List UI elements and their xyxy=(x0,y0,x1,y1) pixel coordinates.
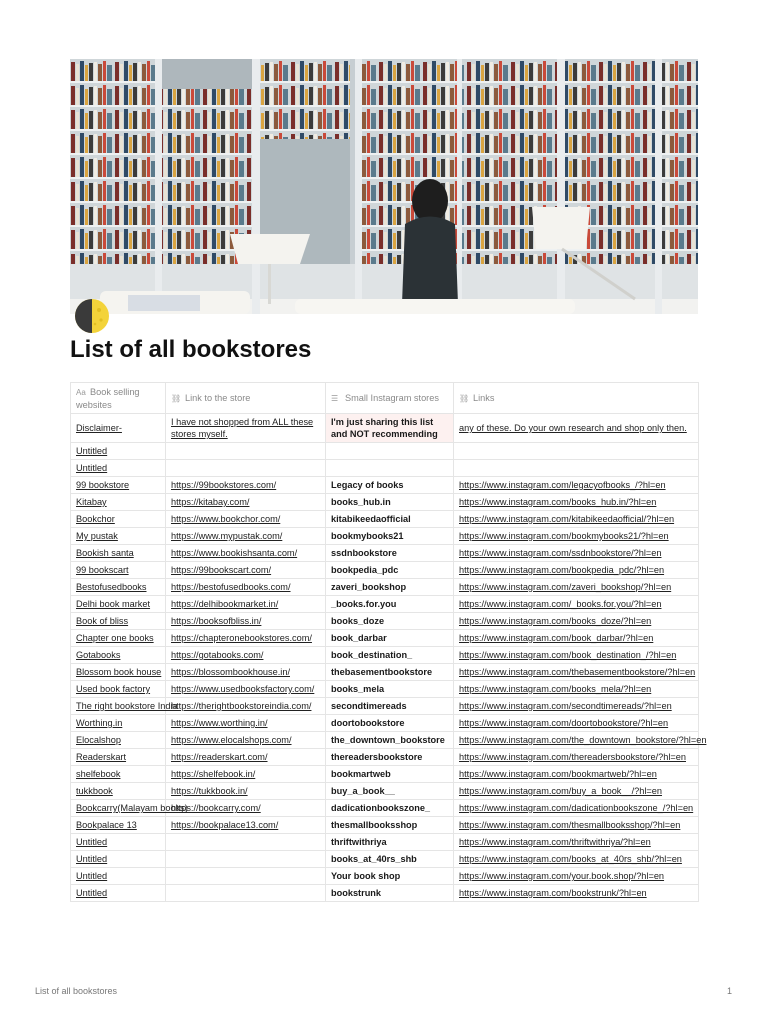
column-header-book-selling-websites[interactable]: Aa Book selling websites xyxy=(71,383,166,414)
table-row xyxy=(71,414,699,443)
instagram-store-name-cell xyxy=(326,749,454,766)
store-link-cell xyxy=(166,766,326,783)
instagram-store-name: book_darbar xyxy=(331,633,387,643)
store-link[interactable]: https://booksofbliss.in/ xyxy=(171,616,262,626)
instagram-store-name: dadicationbookszone_ xyxy=(331,803,431,813)
store-link[interactable]: https://99bookstores.com/ xyxy=(171,480,277,490)
instagram-link[interactable]: https://www.instagram.com/doortobookstore/?hl=en xyxy=(459,718,669,728)
store-link[interactable]: https://www.bookchor.com/ xyxy=(171,514,281,524)
table-row xyxy=(71,817,699,834)
store-link-cell xyxy=(166,868,326,885)
instagram-link-cell xyxy=(454,749,699,766)
store-link-cell xyxy=(166,613,326,630)
table-header-row xyxy=(71,383,699,414)
table-row xyxy=(71,630,699,647)
website-name-cell xyxy=(71,494,166,511)
instagram-link-cell xyxy=(454,460,699,477)
store-link[interactable]: https://www.usedbooksfactory.com/ xyxy=(171,684,315,694)
website-name[interactable]: Untitled xyxy=(76,888,108,898)
instagram-link[interactable]: https://www.instagram.com/dadicationbookszone_/?hl=en xyxy=(459,803,694,813)
instagram-link[interactable]: https://www.instagram.com/thereadersbookstore/?hl=en xyxy=(459,752,686,762)
website-name-cell xyxy=(71,868,166,885)
instagram-link-cell xyxy=(454,732,707,749)
instagram-store-name: books_doze xyxy=(331,616,385,626)
store-link[interactable]: https://blossombookhouse.in/ xyxy=(171,667,290,677)
store-link-cell xyxy=(166,579,326,596)
table-row xyxy=(71,528,699,545)
instagram-store-name: books_at_40rs_shb xyxy=(331,854,417,864)
table-row xyxy=(71,477,699,494)
instagram-store-name-cell xyxy=(326,630,454,647)
instagram-store-name: Legacy of books xyxy=(331,480,404,490)
store-link[interactable]: https://therightbookstoreindia.com/ xyxy=(171,701,312,711)
instagram-link-cell xyxy=(454,817,699,834)
instagram-store-name-cell xyxy=(326,851,454,868)
instagram-link-cell xyxy=(454,647,699,664)
instagram-link[interactable]: https://www.instagram.com/secondtimereads/?hl=en xyxy=(459,701,672,711)
instagram-link[interactable]: https://www.instagram.com/bookmartweb/?hl=en xyxy=(459,769,657,779)
instagram-link-cell xyxy=(454,834,699,851)
instagram-store-name-cell xyxy=(326,579,454,596)
instagram-store-name: thesmallbooksshop xyxy=(331,820,418,830)
instagram-link-cell xyxy=(454,613,699,630)
instagram-store-name-cell xyxy=(326,766,454,783)
store-link-cell xyxy=(166,477,326,494)
website-name[interactable]: Kitabay xyxy=(76,497,107,507)
store-link-cell xyxy=(166,800,326,817)
instagram-link[interactable]: https://www.instagram.com/books_hub.in/?hl=en xyxy=(459,497,657,507)
instagram-link-cell xyxy=(454,511,699,528)
instagram-store-name: secondtimereads xyxy=(331,701,407,711)
instagram-store-name-cell xyxy=(326,715,454,732)
bookshelf-cover-illustration xyxy=(70,59,698,314)
website-name-cell xyxy=(71,596,166,613)
store-link-cell xyxy=(166,698,326,715)
table-row xyxy=(71,494,699,511)
store-link[interactable]: https://www.elocalshops.com/ xyxy=(171,735,292,745)
instagram-link-cell xyxy=(454,800,699,817)
instagram-store-name: kitabikeedaofficial xyxy=(331,514,411,524)
store-link-cell xyxy=(166,528,326,545)
website-name-cell xyxy=(71,477,166,494)
website-name[interactable]: The right bookstore India xyxy=(76,701,178,711)
store-link-cell xyxy=(166,494,326,511)
column-header-links[interactable]: ⛓ Links xyxy=(454,383,699,414)
store-link[interactable]: https://99bookscart.com/ xyxy=(171,565,272,575)
instagram-link[interactable]: https://www.instagram.com/bookstrunk/?hl=en xyxy=(459,888,647,898)
website-name[interactable]: Readerskart xyxy=(76,752,127,762)
instagram-link[interactable]: https://www.instagram.com/bookpedia_pdc/?hl=en xyxy=(459,565,665,575)
text-icon: ☰ xyxy=(331,393,339,403)
instagram-store-name: book_destination_ xyxy=(331,650,413,660)
website-name-cell xyxy=(71,834,166,851)
website-name[interactable]: shelfebook xyxy=(76,769,121,779)
website-name-cell xyxy=(71,698,178,715)
instagram-store-name-cell xyxy=(326,494,454,511)
instagram-store-name: I'm just sharing this list and NOT recommending xyxy=(331,417,438,439)
website-name-cell xyxy=(71,562,166,579)
store-link-cell xyxy=(166,732,326,749)
instagram-store-name-cell xyxy=(326,443,454,460)
website-name[interactable]: Gotabooks xyxy=(76,650,121,660)
instagram-store-name-cell xyxy=(326,528,454,545)
website-name[interactable]: Untitled xyxy=(76,446,108,456)
instagram-link[interactable]: https://www.instagram.com/bookmybooks21/?hl=en xyxy=(459,531,669,541)
store-link-cell xyxy=(166,443,326,460)
table-row xyxy=(71,732,699,749)
page-title: List of all bookstores xyxy=(70,336,312,363)
instagram-link[interactable]: any of these. Do your own research and shop only then. xyxy=(459,423,687,433)
instagram-link-cell xyxy=(454,545,699,562)
instagram-store-name: bookpedia_pdc xyxy=(331,565,399,575)
website-name[interactable]: Bookpalace 13 xyxy=(76,820,137,830)
store-link[interactable]: https://tukkbook.in/ xyxy=(171,786,248,796)
column-header-link-to-store[interactable]: ⛓ Link to the store xyxy=(166,383,326,414)
website-name[interactable]: 99 bookstore xyxy=(76,480,130,490)
instagram-store-name-cell xyxy=(326,596,454,613)
instagram-store-name-cell xyxy=(326,511,454,528)
instagram-link[interactable]: https://www.instagram.com/book_destination_/?hl=en xyxy=(459,650,677,660)
instagram-link[interactable]: https://www.instagram.com/thesmallbooksshop/?hl=en xyxy=(459,820,681,830)
website-name[interactable]: Untitled xyxy=(76,854,108,864)
website-name[interactable]: Bestofusedbooks xyxy=(76,582,147,592)
instagram-store-name: bookmybooks21 xyxy=(331,531,404,541)
half-moon-icon xyxy=(74,298,110,334)
website-name-cell xyxy=(71,647,166,664)
instagram-store-name: thebasementbookstore xyxy=(331,667,433,677)
instagram-link[interactable]: https://www.instagram.com/zaveri_bookshop/?hl=en xyxy=(459,582,672,592)
website-name-cell xyxy=(71,443,166,460)
instagram-store-name: the_downtown_bookstore xyxy=(331,735,445,745)
table-row xyxy=(71,766,699,783)
website-name[interactable]: Chapter one books xyxy=(76,633,154,643)
instagram-store-name-cell xyxy=(326,664,454,681)
website-name-cell xyxy=(71,545,166,562)
instagram-link-cell xyxy=(454,681,699,698)
website-name-cell xyxy=(71,681,166,698)
website-name-cell xyxy=(71,732,166,749)
instagram-store-name-cell xyxy=(326,800,454,817)
instagram-store-name-cell xyxy=(326,545,454,562)
instagram-link-cell xyxy=(454,477,699,494)
instagram-store-name: bookmartweb xyxy=(331,769,391,779)
table-row xyxy=(71,851,699,868)
website-name-cell xyxy=(71,817,166,834)
store-link[interactable]: I have not shopped from ALL these stores myself. xyxy=(171,417,314,439)
instagram-store-name-cell xyxy=(326,681,454,698)
table-row xyxy=(71,647,699,664)
website-name[interactable]: Used book factory xyxy=(76,684,151,694)
instagram-link[interactable]: https://www.instagram.com/_books.for.you/?hl=en xyxy=(459,599,662,609)
table-row xyxy=(71,783,699,800)
table-row xyxy=(71,664,699,681)
instagram-store-name-cell xyxy=(326,460,454,477)
store-link[interactable]: https://delhibookmarket.in/ xyxy=(171,599,279,609)
instagram-link-cell xyxy=(454,596,699,613)
instagram-link-cell xyxy=(454,715,699,732)
instagram-store-name-cell xyxy=(326,647,454,664)
website-name[interactable]: Delhi book market xyxy=(76,599,151,609)
text-icon: Aa xyxy=(76,387,86,397)
instagram-store-name-cell xyxy=(326,885,454,902)
table-row xyxy=(71,562,699,579)
website-name[interactable]: Untitled xyxy=(76,463,108,473)
table-row xyxy=(71,443,699,460)
website-name-cell xyxy=(71,460,166,477)
instagram-store-name: books_hub.in xyxy=(331,497,391,507)
store-link-cell xyxy=(166,783,326,800)
instagram-store-name-cell xyxy=(326,868,454,885)
instagram-store-name-cell xyxy=(326,562,454,579)
store-link-cell xyxy=(166,414,326,443)
instagram-link-cell xyxy=(454,528,699,545)
instagram-store-name-cell xyxy=(326,613,454,630)
website-name[interactable]: tukkbook xyxy=(76,786,113,796)
website-name[interactable]: Disclaimer- xyxy=(76,423,122,433)
website-name[interactable]: Bookish santa xyxy=(76,548,134,558)
website-name[interactable]: Book of bliss xyxy=(76,616,129,626)
instagram-link-cell xyxy=(454,630,699,647)
store-link-cell xyxy=(166,630,326,647)
store-link-cell xyxy=(166,460,326,477)
store-link[interactable]: https://www.bookishsanta.com/ xyxy=(171,548,298,558)
instagram-link[interactable]: https://www.instagram.com/legacyofbooks_/?hl=en xyxy=(459,480,666,490)
instagram-link-cell xyxy=(454,664,699,681)
instagram-link[interactable]: https://www.instagram.com/books_at_40rs_shb/?hl=en xyxy=(459,854,682,864)
instagram-store-name: ssdnbookstore xyxy=(331,548,397,558)
website-name[interactable]: Worthing.in xyxy=(76,718,123,728)
instagram-link-cell xyxy=(454,494,699,511)
instagram-link-cell xyxy=(454,698,699,715)
store-link[interactable]: https://gotabooks.com/ xyxy=(171,650,264,660)
table-row xyxy=(71,698,699,715)
instagram-store-name-cell xyxy=(326,783,454,800)
table-row xyxy=(71,715,699,732)
website-name-cell xyxy=(71,630,166,647)
store-link-cell xyxy=(166,596,326,613)
link-icon: ⛓ xyxy=(459,393,470,403)
instagram-store-name-cell xyxy=(326,414,454,443)
store-link-cell xyxy=(166,834,326,851)
instagram-link-cell xyxy=(454,579,699,596)
store-link[interactable]: https://readerskart.com/ xyxy=(171,752,268,762)
website-name-cell xyxy=(71,511,166,528)
store-link-cell xyxy=(166,647,326,664)
store-link-cell xyxy=(166,511,326,528)
store-link-cell xyxy=(166,545,326,562)
instagram-link[interactable]: https://www.instagram.com/books_doze/?hl=en xyxy=(459,616,652,626)
store-link[interactable]: https://bookpalace13.com/ xyxy=(171,820,279,830)
instagram-link-cell xyxy=(454,885,699,902)
table-row xyxy=(71,579,699,596)
website-name[interactable]: Bookcarry(Malayam books) xyxy=(76,803,188,813)
store-link[interactable]: https://bestofusedbooks.com/ xyxy=(171,582,291,592)
website-name-cell xyxy=(71,766,166,783)
instagram-store-name-cell xyxy=(326,698,454,715)
instagram-link[interactable]: https://www.instagram.com/your.book.shop/?hl=en xyxy=(459,871,665,881)
store-link[interactable]: https://bookcarry.com/ xyxy=(171,803,261,813)
website-name-cell xyxy=(71,715,166,732)
instagram-store-name-cell xyxy=(326,732,454,749)
instagram-store-name-cell xyxy=(326,834,454,851)
instagram-store-name: books_mela xyxy=(331,684,385,694)
instagram-link[interactable]: https://www.instagram.com/books_mela/?hl=en xyxy=(459,684,652,694)
website-name-cell xyxy=(71,800,188,817)
website-name-cell xyxy=(71,851,166,868)
footer-title: List of all bookstores xyxy=(35,986,118,996)
store-link-cell xyxy=(166,715,326,732)
table-row xyxy=(71,800,699,817)
website-name[interactable]: Untitled xyxy=(76,871,108,881)
website-name-cell xyxy=(71,579,166,596)
store-link-cell xyxy=(166,885,326,902)
bookstores-table xyxy=(70,382,707,902)
website-name-cell xyxy=(71,414,166,443)
store-link-cell xyxy=(166,851,326,868)
store-link[interactable]: https://www.worthing.in/ xyxy=(171,718,268,728)
instagram-link-cell xyxy=(454,851,699,868)
store-link[interactable]: https://kitabay.com/ xyxy=(171,497,250,507)
table-row xyxy=(71,596,699,613)
table-row xyxy=(71,681,699,698)
table-row xyxy=(71,885,699,902)
website-name-cell xyxy=(71,528,166,545)
table-row xyxy=(71,834,699,851)
instagram-link[interactable]: https://www.instagram.com/buy_a_book__/?hl=en xyxy=(459,786,663,796)
table-row xyxy=(71,511,699,528)
store-link[interactable]: https://shelfebook.in/ xyxy=(171,769,256,779)
instagram-link-cell xyxy=(454,783,699,800)
website-name-cell xyxy=(71,783,166,800)
instagram-store-name: buy_a_book__ xyxy=(331,786,395,796)
instagram-store-name: thereadersbookstore xyxy=(331,752,423,762)
page-number: 1 xyxy=(727,986,733,996)
instagram-store-name: thriftwithriya xyxy=(331,837,387,847)
store-link[interactable]: https://chapteronebookstores.com/ xyxy=(171,633,312,643)
website-name-cell xyxy=(71,749,166,766)
table-row xyxy=(71,545,699,562)
instagram-link-cell xyxy=(454,562,699,579)
website-name[interactable]: My pustak xyxy=(76,531,118,541)
store-link[interactable]: https://www.mypustak.com/ xyxy=(171,531,283,541)
instagram-link[interactable]: https://www.instagram.com/the_downtown_bookstore/?hl=en xyxy=(459,735,707,745)
instagram-link-cell xyxy=(454,766,699,783)
instagram-store-name: doortobookstore xyxy=(331,718,405,728)
store-link-cell xyxy=(166,749,326,766)
website-name-cell xyxy=(71,885,166,902)
instagram-store-name: zaveri_bookshop xyxy=(331,582,407,592)
instagram-link[interactable]: https://www.instagram.com/ssdnbookstore/?hl=en xyxy=(459,548,662,558)
instagram-store-name-cell xyxy=(326,477,454,494)
instagram-store-name: bookstrunk xyxy=(331,888,382,898)
table-row xyxy=(71,749,699,766)
website-name[interactable]: 99 bookscart xyxy=(76,565,129,575)
store-link-cell xyxy=(166,562,326,579)
website-name[interactable]: Untitled xyxy=(76,837,108,847)
instagram-link-cell xyxy=(454,414,699,443)
instagram-store-name: Your book shop xyxy=(331,871,401,881)
instagram-link[interactable]: https://www.instagram.com/thriftwithriya/?hl=en xyxy=(459,837,651,847)
table-row xyxy=(71,460,699,477)
instagram-link-cell xyxy=(454,868,699,885)
instagram-link-cell xyxy=(454,443,699,460)
website-name[interactable]: Elocalshop xyxy=(76,735,121,745)
link-icon: ⛓ xyxy=(171,393,182,403)
table-row xyxy=(71,868,699,885)
store-link-cell xyxy=(166,664,326,681)
instagram-store-name: _books.for.you xyxy=(331,599,397,609)
cover-image xyxy=(70,59,698,314)
website-name-cell xyxy=(71,613,166,630)
website-name[interactable]: Blossom book house xyxy=(76,667,162,677)
store-link-cell xyxy=(166,817,326,834)
instagram-link[interactable]: https://www.instagram.com/thebasementbookstore/?hl=en xyxy=(459,667,696,677)
instagram-link[interactable]: https://www.instagram.com/book_darbar/?hl=en xyxy=(459,633,654,643)
store-link-cell xyxy=(166,681,326,698)
website-name-cell xyxy=(71,664,166,681)
website-name[interactable]: Bookchor xyxy=(76,514,115,524)
column-header-small-instagram-stores[interactable]: ☰ Small Instagram stores xyxy=(326,383,454,414)
instagram-link[interactable]: https://www.instagram.com/kitabikeedaofficial/?hl=en xyxy=(459,514,675,524)
instagram-store-name-cell xyxy=(326,817,454,834)
table-row xyxy=(71,613,699,630)
